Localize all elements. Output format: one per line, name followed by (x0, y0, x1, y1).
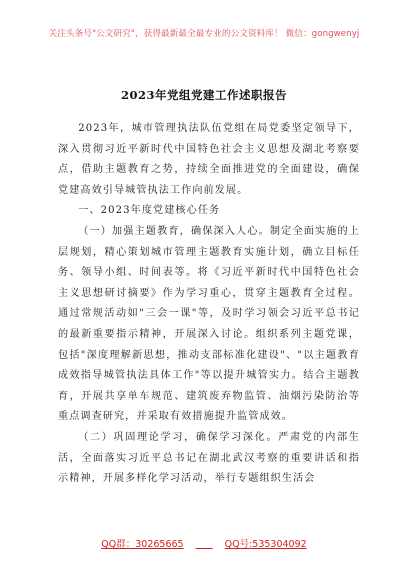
footer-qq-number: QQ号:535304092 (224, 539, 307, 550)
document-title: 2023年党组党建工作述职报告 (120, 88, 287, 102)
footer-contacts (0, 536, 408, 550)
paragraph-item-2: （二）巩固理论学习，确保学习深化。严肃党的内部生活，全面落实习近平总书记在湖北武汉考察的重要讲话和指示精神，开展多样化学习活动，举行专题组织生活会 (58, 431, 360, 485)
document-body (58, 119, 360, 490)
section-heading: 一、2023年度党建核心任务 (78, 205, 221, 217)
paragraph-item-1: （一）加强主题教育，确保深入人心。制定全面实施的上层规划，精心策划城市管理主题教育实施计划，确立目标任务、领导小组、时间表等。将《习近平新时代中国特色社会主义思想研讨摘要》作为学习重心，贯穿主题教育全过程。通过常规活动如"三会一课"等，及时学习领会习近平总书记的最新重要指示精神，开展深入讨论。组织系列主题党课，包括"深度理解新思想，推动支部标准化建设"、"以主题教育成效指导城管执法具体工作"等以提升城管实力。结合主题教育，开展共享单车规范、建筑废弃物监管、油烟污染防治等重点调查研究，并采取有效措施提升监管成效。 (58, 225, 360, 423)
header-note: 关注头条号"公文研究"，获得最新最全最专业的公文资料库！ 微信：gongwenyj (48, 29, 360, 39)
footer-qq-group: QQ群：30265665 (101, 539, 184, 550)
paragraph-intro: 2023年，城市管理执法队伍党组在局党委坚定领导下，深入贯彻习近平新时代中国特色社会主义思想及湖北考察要点，借助主题教育之势，持续全面推进党的全面建设，确保党建高效引导城管执法工作向前发展。 (58, 123, 360, 196)
